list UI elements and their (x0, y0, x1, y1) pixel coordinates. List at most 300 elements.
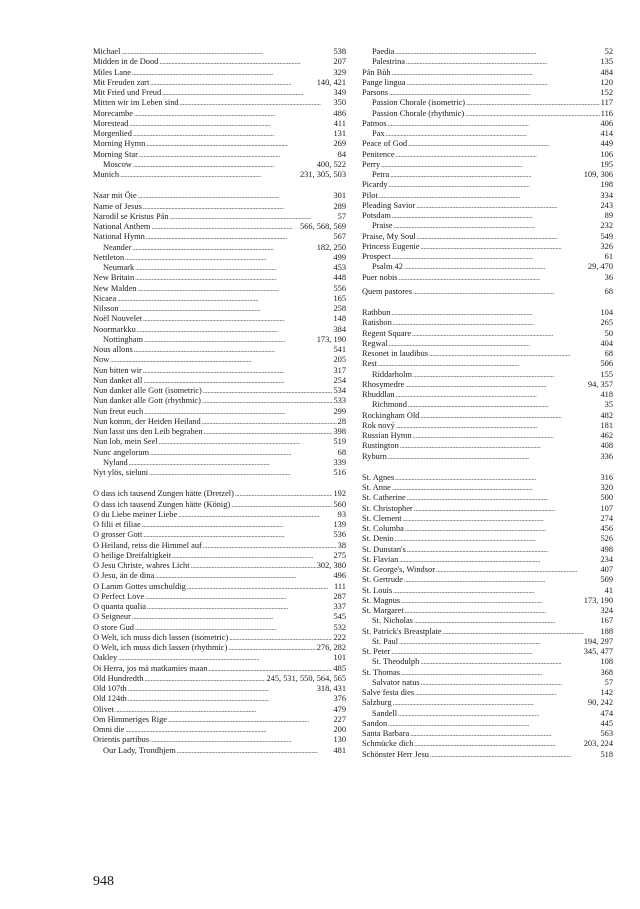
index-entry (93, 694, 346, 704)
hymn-number: 400, 522 (316, 159, 346, 169)
tune-name: St. Dunstan's (362, 544, 406, 554)
hymn-number: 545 (333, 612, 346, 622)
hymn-number: 38 (337, 540, 346, 550)
dot-leader (132, 612, 333, 622)
hymn-number: 549 (600, 231, 613, 241)
index-entry (93, 510, 346, 520)
tune-name: O Jesu Christe, wahres Licht (93, 561, 190, 570)
dot-leader (203, 541, 337, 551)
left-index-column (93, 47, 346, 756)
tune-name: Potsdam (362, 211, 391, 220)
dot-leader (117, 294, 332, 304)
index-entry (362, 729, 613, 739)
tune-name: Passion Chorale (rhythmic) (372, 108, 465, 118)
tune-name: Nottingham (103, 334, 144, 344)
dot-leader (389, 339, 600, 349)
dot-leader (405, 380, 587, 390)
tune-name: Nun freut euch (93, 406, 144, 416)
hymn-number: 339 (333, 457, 346, 467)
dot-leader (177, 746, 333, 756)
hymn-number: 57 (337, 211, 346, 221)
hymn-number: 526 (600, 534, 613, 544)
index-entry (93, 571, 346, 581)
hymn-number: 500 (600, 493, 613, 503)
tune-name: Olivet (93, 704, 114, 714)
index-entry (93, 633, 346, 643)
index-entry (93, 109, 346, 119)
dot-leader (430, 750, 599, 760)
index-entry (362, 698, 613, 708)
hymn-number: 29, 470 (587, 262, 613, 272)
dot-leader (399, 273, 604, 283)
hymn-number: 566, 568, 569 (299, 222, 346, 231)
dot-leader (420, 657, 599, 667)
tune-name: St. Paul (372, 636, 399, 646)
hymn-number: 316 (600, 472, 613, 482)
tune-name: Schmücke dich (362, 739, 414, 749)
tune-name: St. Christopher (362, 503, 413, 513)
index-entry (362, 637, 613, 647)
dot-leader (404, 262, 587, 272)
index-entry (93, 355, 346, 365)
index-entry (93, 417, 346, 427)
dot-leader (407, 545, 600, 555)
index-entry (93, 212, 346, 222)
index-entry (362, 668, 613, 678)
hymn-number: 541 (333, 345, 346, 354)
dot-leader (414, 739, 582, 749)
index-entry (362, 370, 613, 380)
index-entry (362, 709, 613, 719)
dot-leader (159, 437, 333, 447)
dot-leader (137, 325, 333, 335)
index-entry (362, 534, 613, 544)
hymn-number: 61 (604, 252, 613, 261)
tune-name: St. George's, Windsor (362, 565, 435, 574)
hymn-number: 518 (600, 749, 613, 759)
hymn-number: 318, 431 (316, 684, 346, 693)
tune-name: Morecambe (93, 108, 133, 118)
index-entry (93, 139, 346, 149)
tune-name: Nun bitten wir (93, 365, 142, 375)
dot-leader (143, 314, 332, 324)
dot-leader (414, 616, 599, 626)
tune-name: St. Thomas (362, 667, 401, 677)
tune-name: Pange lingua (362, 77, 406, 87)
hymn-number: 142 (600, 688, 613, 697)
tune-name: Nun danket alle Gott (rhythmic) (93, 396, 201, 406)
dot-leader (389, 88, 599, 98)
index-entry (362, 616, 613, 626)
tune-name: Psalm 42 (372, 262, 403, 272)
tune-name: O Heiland, reiss die Himmel auf (93, 540, 202, 550)
hymn-number: 289 (333, 201, 346, 211)
dot-leader (149, 468, 332, 478)
index-entry (362, 201, 613, 211)
hymn-number: 406 (600, 118, 613, 128)
hymn-number: 350 (333, 98, 346, 108)
dot-leader (395, 473, 599, 483)
dot-leader (405, 606, 600, 616)
dot-leader (172, 551, 332, 561)
tune-name: O quanta qualia (93, 602, 147, 611)
index-entry (362, 129, 613, 139)
dot-leader (155, 571, 332, 581)
index-entry (362, 575, 613, 585)
dot-leader (400, 441, 600, 451)
hymn-number: 68 (604, 286, 613, 296)
index-entry (362, 98, 613, 108)
index-entry (362, 586, 613, 596)
dot-leader (398, 709, 599, 719)
hymn-number: 320 (600, 483, 613, 492)
hymn-number: 52 (604, 47, 613, 56)
dot-leader (415, 688, 599, 698)
index-entry (93, 427, 346, 437)
dot-leader (110, 355, 332, 365)
index-entry (362, 400, 613, 410)
tune-name: St. Margaret (362, 606, 404, 615)
tune-name: Rest (362, 359, 377, 369)
index-entry (93, 715, 346, 725)
dot-leader (413, 431, 600, 441)
index-entry (93, 602, 346, 612)
hymn-number: 231, 305, 503 (299, 170, 346, 179)
tune-name: Midden in de Dood (93, 57, 159, 67)
index-entry (93, 396, 346, 406)
index-entry (362, 380, 613, 390)
hymn-number: 89 (604, 211, 613, 220)
tune-name: Morestead (93, 118, 129, 128)
hymn-number: 254 (333, 375, 346, 385)
right-index-column (362, 47, 613, 760)
tune-name: O du Liebe meiner Liebe (93, 509, 178, 519)
tune-name: Palestrina (372, 57, 406, 67)
index-entry (93, 592, 346, 602)
hymn-number: 227 (333, 714, 346, 724)
index-entry (93, 273, 346, 283)
dot-leader (403, 514, 600, 524)
dot-leader (393, 221, 599, 231)
tune-name: National Hymn (93, 232, 145, 242)
tune-name: Morning Star (93, 149, 138, 159)
dot-leader (144, 335, 316, 345)
index-entry (362, 545, 613, 555)
tune-name: O Welt, ich muss dich lassen (rhythmic) (93, 643, 228, 652)
dot-leader (465, 109, 600, 119)
hymn-number: 68 (604, 349, 613, 358)
hymn-number: 499 (333, 252, 346, 262)
dot-leader (395, 47, 603, 57)
tune-name: Old 107th (93, 684, 127, 693)
dot-leader (143, 530, 332, 540)
hymn-number: 50 (604, 328, 613, 338)
hymn-number: 411 (333, 118, 346, 128)
dot-leader (132, 68, 333, 78)
index-entry (362, 627, 613, 637)
index-entry (362, 47, 613, 57)
index-entry (93, 314, 346, 324)
dot-leader (388, 119, 600, 129)
index-entry (362, 678, 613, 688)
hymn-number: 329 (333, 67, 346, 77)
tune-name: Noormarkku (93, 324, 136, 334)
tune-name: Munich (93, 170, 120, 179)
dot-leader (466, 98, 600, 108)
dot-leader (381, 160, 599, 170)
tune-name: O Seigneur (93, 612, 131, 622)
hymn-number: 173, 190 (316, 334, 346, 344)
tune-name: Morgenlied (93, 129, 132, 138)
index-entry (93, 150, 346, 160)
index-entry (93, 376, 346, 386)
tune-name: O filii et filiae (93, 520, 141, 529)
hymn-number: 192 (333, 489, 346, 499)
dot-leader (162, 88, 332, 98)
tune-name: St. Gertrude (362, 575, 403, 585)
tune-name: Moscow (103, 159, 132, 169)
hymn-number: 135 (600, 57, 613, 67)
dot-leader (143, 376, 332, 386)
index-entry (93, 437, 346, 447)
hymn-number: 116 (600, 108, 613, 118)
hymn-number: 287 (333, 591, 346, 601)
index-entry (93, 47, 346, 57)
index-entry (362, 647, 613, 657)
tune-name: Om Himmeriges Rige (93, 714, 167, 724)
hymn-number: 484 (600, 67, 613, 77)
dot-leader (202, 417, 337, 427)
tune-name: Ratisbon (362, 318, 392, 328)
hymn-number: 90, 242 (587, 698, 613, 708)
index-entry (362, 287, 613, 297)
index-entry (362, 68, 613, 78)
hymn-number: 556 (333, 283, 346, 293)
tune-name: Nyt ylös, sieluni (93, 468, 149, 477)
hymn-number: 532 (333, 622, 346, 632)
dot-leader (128, 684, 316, 694)
index-entry (362, 329, 613, 339)
hymn-number: 195 (600, 159, 613, 169)
index-entry (362, 688, 613, 698)
hymn-number: 245, 531, 550, 564, 565 (266, 673, 346, 683)
tune-name: Nicaea (93, 293, 117, 303)
tune-name: Rustington (362, 441, 399, 451)
dot-leader (125, 253, 332, 263)
tune-name: Nilsson (93, 304, 119, 313)
tune-name: Noël Nouvelet (93, 314, 143, 324)
hymn-number: 155 (600, 369, 613, 379)
tune-name: Praise, My Soul (362, 231, 416, 241)
dot-leader (396, 421, 600, 431)
index-entry (93, 284, 346, 294)
hymn-number: 448 (333, 273, 346, 283)
tune-name: St. Flavian (362, 554, 399, 564)
dot-leader (396, 150, 600, 160)
tune-name: Pax (372, 129, 385, 138)
tune-name: New Britain (93, 273, 135, 283)
index-entry (93, 160, 346, 170)
index-entry (362, 273, 613, 283)
hymn-number: 404 (600, 338, 613, 348)
index-entry (93, 335, 346, 345)
hymn-number: 101 (333, 653, 346, 663)
hymn-number: 533 (333, 396, 346, 406)
index-entry (362, 473, 613, 483)
index-entry (93, 263, 346, 273)
tune-name: Miles Lane (93, 67, 131, 77)
tune-name: Neumark (103, 263, 135, 272)
dot-leader (120, 170, 299, 180)
tune-name: Regent Square (362, 328, 412, 338)
index-entry (362, 160, 613, 170)
dot-leader (129, 119, 332, 129)
dot-leader (421, 678, 604, 688)
dot-leader (203, 386, 333, 396)
dot-leader (115, 705, 333, 715)
index-entry (362, 170, 613, 180)
index-entry (93, 458, 346, 468)
hymn-number: 482 (600, 410, 613, 420)
index-entry (362, 411, 613, 421)
hymn-number: 198 (600, 180, 613, 190)
hymn-number: 234 (600, 554, 613, 564)
tune-name: Petra (372, 170, 390, 179)
index-entry (93, 468, 346, 478)
index-entry (93, 520, 346, 530)
index-entry (362, 57, 613, 67)
hymn-number: 337 (333, 602, 346, 611)
index-entry (362, 452, 613, 462)
index-entry (362, 252, 613, 262)
index-entry (93, 170, 346, 180)
hymn-number: 41 (604, 585, 613, 595)
dot-leader (133, 160, 316, 170)
dot-leader (178, 510, 336, 520)
index-entry (362, 242, 613, 252)
hymn-number: 506 (600, 359, 613, 369)
dot-leader (391, 647, 582, 657)
tune-name: Narodil se Kristus Pán (93, 211, 169, 221)
hymn-number: 519 (333, 437, 346, 447)
hymn-number: 418 (600, 390, 613, 399)
index-entry (93, 129, 346, 139)
hymn-number: 258 (333, 304, 346, 313)
index-entry (93, 68, 346, 78)
tune-name: Nun lob, mein Seel (93, 437, 158, 447)
hymn-number: 93 (337, 509, 346, 519)
index-entry (93, 684, 346, 694)
tune-name: Princess Eugenie (362, 241, 420, 251)
index-entry (362, 119, 613, 129)
index-entry (362, 318, 613, 328)
index-entry (93, 705, 346, 715)
tune-name: Salvator natus (372, 677, 420, 687)
tune-name: Regwal (362, 338, 388, 348)
tune-name: Santa Barbara (362, 729, 410, 738)
dot-leader (388, 719, 599, 729)
tune-name: Pán Bůh (362, 67, 391, 77)
dot-leader (379, 191, 600, 201)
dot-leader (399, 555, 599, 565)
dot-leader (134, 345, 333, 355)
dot-leader (208, 664, 332, 674)
hymn-number: 203, 224 (583, 739, 613, 749)
tune-name: Resonet in laudibus (362, 349, 429, 358)
hymn-number: 407 (600, 565, 613, 574)
index-entry (362, 308, 613, 318)
index-entry (93, 500, 346, 510)
dot-leader (405, 524, 600, 534)
index-entry (93, 407, 346, 417)
tune-name: Oi Herra, jos mä matkamies maan (93, 663, 208, 673)
hymn-number: 324 (600, 606, 613, 615)
index-entry (362, 596, 613, 606)
hymn-number: 111 (334, 581, 346, 591)
index-entry (362, 390, 613, 400)
index-entry (93, 57, 346, 67)
tune-name: Quem pastores (362, 286, 413, 296)
dot-leader (129, 458, 333, 468)
hymn-number: 106 (600, 149, 613, 159)
index-entry (93, 612, 346, 622)
dot-leader (407, 78, 600, 88)
index-entry (362, 504, 613, 514)
dot-leader (420, 411, 599, 421)
hymn-number: 481 (333, 745, 346, 755)
tune-name: Patmos (362, 118, 387, 128)
hymn-number: 207 (333, 57, 346, 67)
dot-leader (143, 202, 333, 212)
index-entry (362, 88, 613, 98)
hymn-number: 534 (333, 386, 346, 395)
index-entry (362, 139, 613, 149)
dot-leader (159, 57, 332, 67)
dot-leader (132, 243, 315, 253)
tune-name: Naar mit Öie (93, 191, 137, 201)
dot-leader (128, 694, 333, 704)
index-entry (93, 98, 346, 108)
tune-name: Russian Hymn (362, 431, 412, 440)
tune-name: Passion Chorale (isometric) (372, 98, 466, 108)
index-entry (362, 232, 613, 242)
dot-leader (390, 170, 582, 180)
dot-leader (407, 493, 600, 503)
index-entry (362, 150, 613, 160)
hymn-number: 131 (333, 129, 346, 138)
hymn-number: 140, 421 (316, 77, 346, 87)
hymn-number: 456 (600, 524, 613, 533)
index-entry (362, 349, 613, 359)
dot-leader (401, 668, 599, 678)
index-entry (93, 78, 346, 88)
index-entry (362, 180, 613, 190)
index-entry (362, 483, 613, 493)
index-entry (93, 119, 346, 129)
index-entry (362, 441, 613, 451)
hymn-number: 57 (604, 677, 613, 687)
tune-name: Nun danket all (93, 375, 143, 385)
dot-leader (168, 715, 332, 725)
hymn-number: 181 (600, 420, 613, 430)
index-entry (93, 243, 346, 253)
dot-leader (138, 191, 333, 201)
hymn-number: 108 (600, 657, 613, 667)
tune-name: Peace of God (362, 139, 408, 149)
tune-name: Mit Fried und Freud (93, 88, 162, 97)
hymn-number: 152 (600, 88, 613, 97)
dot-leader (135, 623, 332, 633)
